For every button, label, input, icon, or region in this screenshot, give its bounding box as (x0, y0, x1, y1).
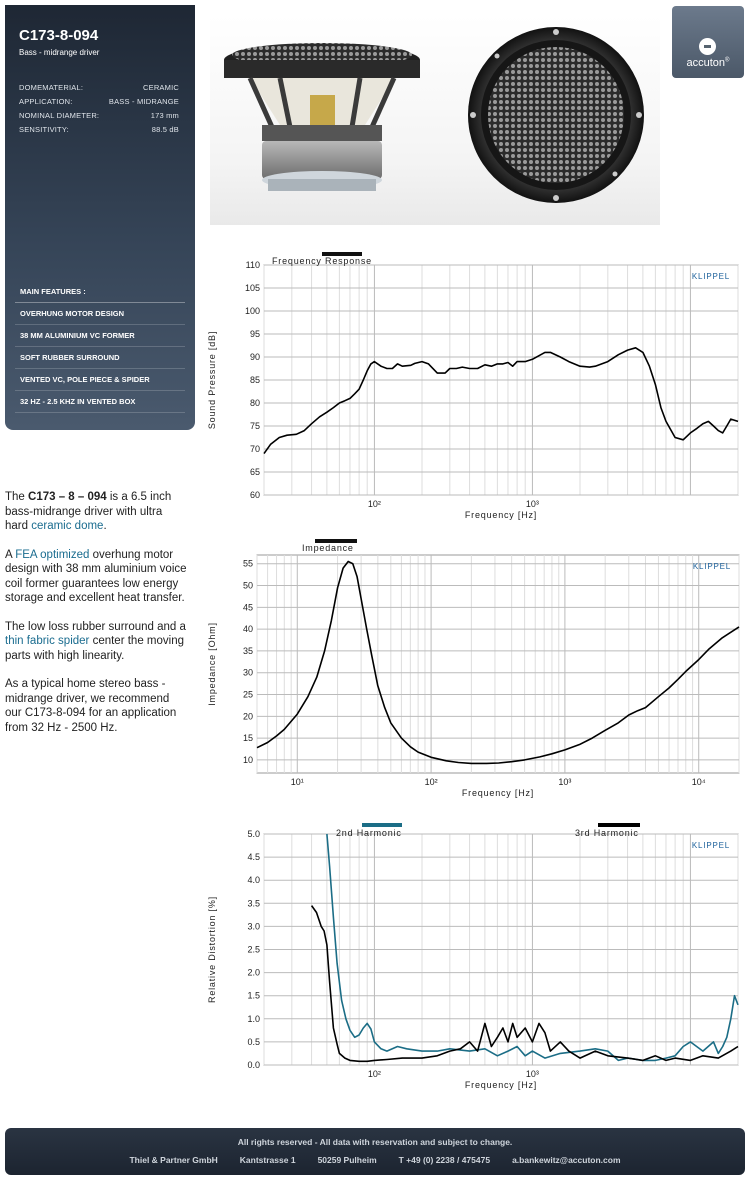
y-tick-label: 0.0 (247, 1060, 260, 1070)
y-tick-label: 35 (242, 645, 253, 656)
desc-paragraph: As a typical home stereo bass - midrange driver, we recommend our C173-8-094 for an application from 32 Hz - 2500 Hz. (5, 678, 177, 734)
y-tick-label: 105 (244, 283, 260, 293)
klippel-watermark: KLIPPEL (692, 562, 731, 571)
y-tick-label: 40 (242, 624, 253, 635)
feature-item: SOFT RUBBER SURROUND (15, 347, 185, 369)
y-tick-label: 2.5 (247, 944, 260, 955)
y-tick-label: 65 (249, 467, 260, 477)
y-axis-label: Impedance [Ohm] (207, 622, 217, 706)
legend-swatch (362, 823, 402, 827)
spec-panel (5, 5, 195, 430)
spec-row (19, 111, 179, 125)
y-tick-label: 100 (244, 306, 260, 316)
logo-text: accuton® (686, 57, 730, 69)
y-tick-label: 4.0 (247, 875, 260, 886)
spec-label: SENSITIVITY: (19, 125, 69, 134)
y-tick-label: 75 (249, 421, 260, 431)
spec-label: APPLICATION: (19, 97, 73, 106)
desc-paragraph: The low loss rubber surround and a thin fabric spider center the moving parts with high linearity. (5, 620, 186, 662)
feature-item: 32 HZ - 2.5 KHZ IN VENTED BOX (15, 391, 185, 413)
spec-row (19, 125, 179, 139)
legend-swatch (598, 823, 640, 827)
y-tick-label: 80 (249, 398, 260, 408)
legend-label: 3rd Harmonic (575, 828, 639, 838)
driver-front-view (468, 27, 644, 203)
spec-label: NOMINAL DIAMETER: (19, 111, 100, 120)
y-tick-label: 90 (249, 352, 260, 362)
y-axis-label: Sound Pressure [dB] (207, 330, 217, 430)
y-tick-label: 0.5 (247, 1036, 260, 1047)
description (5, 490, 187, 749)
feature-item: OVERHUNG MOTOR DESIGN (15, 303, 185, 325)
frequency-response-chart (200, 252, 745, 522)
footer-company: Thiel & Partner GmbH (129, 1155, 218, 1165)
plot-frame (257, 555, 739, 773)
features-list (15, 281, 185, 413)
y-tick-label: 1.0 (247, 1013, 260, 1024)
model-title: C173-8-094 (19, 27, 99, 44)
feature-item: VENTED VC, POLE PIECE & SPIDER (15, 369, 185, 391)
chart-svg (200, 538, 745, 808)
chart-svg (200, 252, 745, 522)
spec-row (19, 97, 179, 111)
driver-side-view (224, 43, 420, 191)
y-axis-label: Relative Distortion [%] (207, 896, 217, 1003)
chart-title: Frequency Response (272, 256, 372, 266)
footer-phone: T +49 (0) 2238 / 475475 (398, 1155, 491, 1165)
features-heading: MAIN FEATURES : (15, 281, 185, 303)
y-tick-label: 25 (242, 689, 253, 700)
spec-label: DOMEMATERIAL: (19, 83, 84, 92)
x-axis-label: Frequency [Hz] (464, 510, 538, 520)
y-tick-label: 5.0 (247, 829, 260, 839)
klippel-watermark: KLIPPEL (691, 841, 730, 850)
y-tick-label: 85 (249, 375, 260, 385)
klippel-watermark: KLIPPEL (691, 272, 730, 281)
y-tick-label: 2.0 (247, 967, 260, 978)
spec-value: 173 mm (150, 111, 179, 120)
footer (5, 1128, 745, 1175)
y-tick-label: 4.5 (247, 852, 260, 863)
spec-value: BASS - MIDRANGE (108, 97, 179, 106)
footer-email[interactable]: a.bankewitz@accuton.com (512, 1155, 621, 1165)
spec-list (19, 83, 179, 139)
y-tick-label: 55 (242, 558, 253, 569)
spec-value: 88.5 dB (151, 125, 179, 134)
y-tick-label: 70 (249, 444, 260, 454)
footer-city: 50259 Pulheim (317, 1155, 377, 1165)
x-tick-label: 10³ (525, 499, 539, 509)
spec-row (19, 83, 179, 97)
brand-logo (672, 6, 744, 78)
y-tick-label: 3.5 (247, 898, 260, 909)
y-tick-label: 110 (245, 260, 260, 270)
y-tick-label: 95 (249, 329, 260, 339)
y-tick-label: 3.0 (247, 921, 260, 932)
x-tick-label: 10⁴ (691, 777, 706, 787)
desc-paragraph: A FEA optimized overhung motor design with 38 mm aluminium voice coil former guarantees low energy storage and excellent heat transfer. (5, 548, 187, 604)
y-tick-label: 60 (249, 490, 260, 500)
chart-svg (200, 820, 745, 1090)
x-axis-label: Frequency [Hz] (464, 1080, 538, 1090)
y-tick-label: 50 (242, 580, 253, 591)
x-tick-label: 10² (424, 777, 438, 787)
product-photo (210, 15, 660, 225)
footer-disclaimer: All rights reserved - All data with reservation and subject to change. (237, 1137, 513, 1147)
y-tick-label: 1.5 (247, 990, 260, 1001)
model-subtitle: Bass - midrange driver (19, 48, 100, 57)
legend-label: 2nd Harmonic (336, 828, 402, 838)
x-tick-label: 10² (367, 1069, 381, 1079)
logo-mark-icon (699, 38, 716, 55)
x-tick-label: 10¹ (290, 777, 304, 787)
impedance-chart (200, 538, 745, 808)
y-tick-label: 15 (242, 733, 253, 744)
footer-contact (5, 1155, 745, 1165)
y-tick-label: 10 (242, 754, 253, 765)
y-tick-label: 45 (242, 602, 253, 613)
x-axis-label: Frequency [Hz] (461, 788, 535, 798)
chart-title: Impedance (302, 543, 354, 553)
y-tick-label: 30 (242, 667, 253, 678)
footer-street: Kantstrasse 1 (239, 1155, 296, 1165)
desc-paragraph: The C173 – 8 – 094 is a 6.5 inch bass-midrange driver with ultra hard ceramic dome. (5, 491, 172, 532)
x-tick-label: 10² (367, 499, 381, 509)
x-tick-label: 10³ (558, 777, 572, 787)
driver-illustration (210, 15, 660, 225)
distortion-chart (200, 820, 745, 1090)
x-tick-label: 10³ (525, 1069, 539, 1079)
y-tick-label: 20 (242, 711, 253, 722)
feature-item: 38 MM ALUMINIUM VC FORMER (15, 325, 185, 347)
spec-value: CERAMIC (143, 83, 179, 92)
